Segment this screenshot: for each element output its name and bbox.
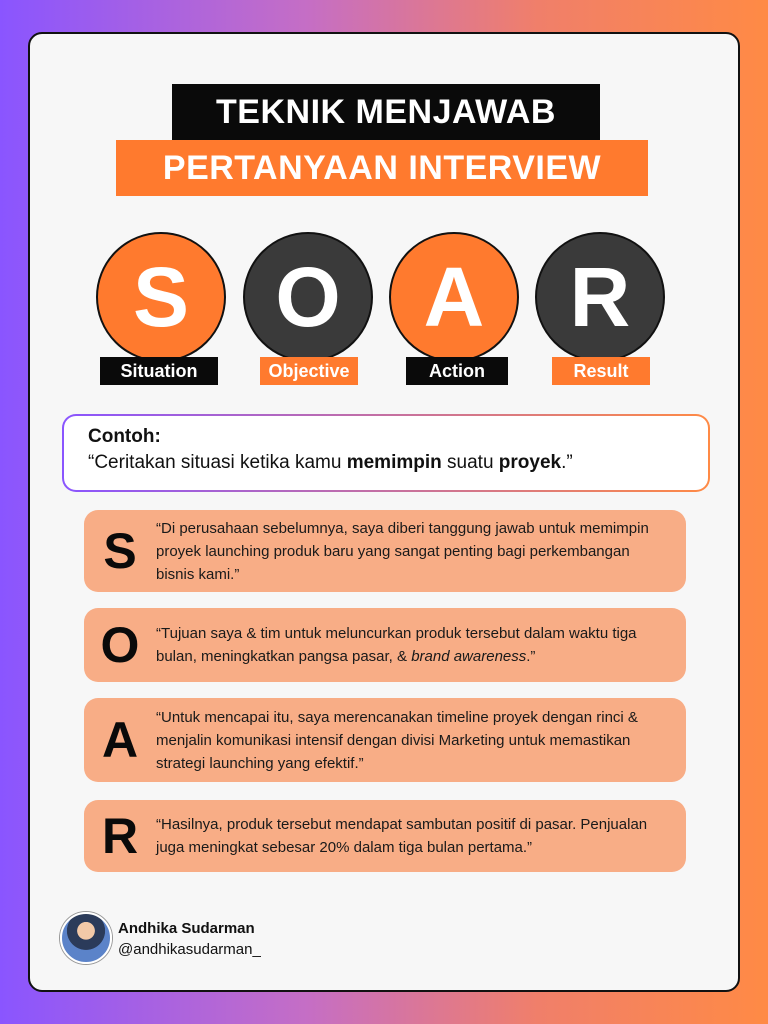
circle-s: S [96,232,226,362]
tag-action: Action [406,357,508,385]
answer-letter: A [101,712,139,768]
author-handle: @andhikasudarman_ [118,941,261,958]
answer-text: “Hasilnya, produk tersebut mendapat sambutan positif di pasar. Penjualan juga meningkat sebesar 20% dalam tiga bulan pertama.” [156,816,648,856]
answer-letter: S [103,523,137,579]
title-line-2: PERTANYAAN INTERVIEW [116,140,648,196]
infographic-card [28,32,740,992]
circle-o: O [243,232,373,362]
example-question: “Ceritakan situasi ketika kamu memimpin suatu proyek.” [88,452,573,473]
circle-a: A [389,232,519,362]
tag-situation: Situation [100,357,218,385]
tag-objective: Objective [260,357,358,385]
circle-r: R [535,232,665,362]
tag-result: Result [552,357,650,385]
example-box [62,414,710,492]
title-line-1: TEKNIK MENJAWAB [172,84,600,140]
answer-text: “Untuk mencapai itu, saya merencanakan timeline proyek dengan rinci & menjalin komunikasi intensif dengan divisi Marketing untuk memastikan strategi launching yang efektif.” [156,708,638,772]
answer-row-o [84,608,686,682]
answer-row-r [84,800,686,872]
answer-letter: O [100,617,140,673]
example-label: Contoh: [88,426,161,447]
answer-text: “Tujuan saya & tim untuk meluncurkan produk tersebut dalam waktu tiga bulan, meningkatkan pangsa pasar, & brand awareness.” [156,625,637,665]
avatar [60,912,112,964]
answer-letter: R [101,808,139,864]
answer-text: “Di perusahaan sebelumnya, saya diberi tanggung jawab untuk memimpin proyek launching produk baru yang sangat penting bagi perkembangan bisnis kami.” [156,519,649,583]
answer-row-s [84,510,686,592]
author-name: Andhika Sudarman [118,920,255,937]
answer-row-a [84,698,686,782]
